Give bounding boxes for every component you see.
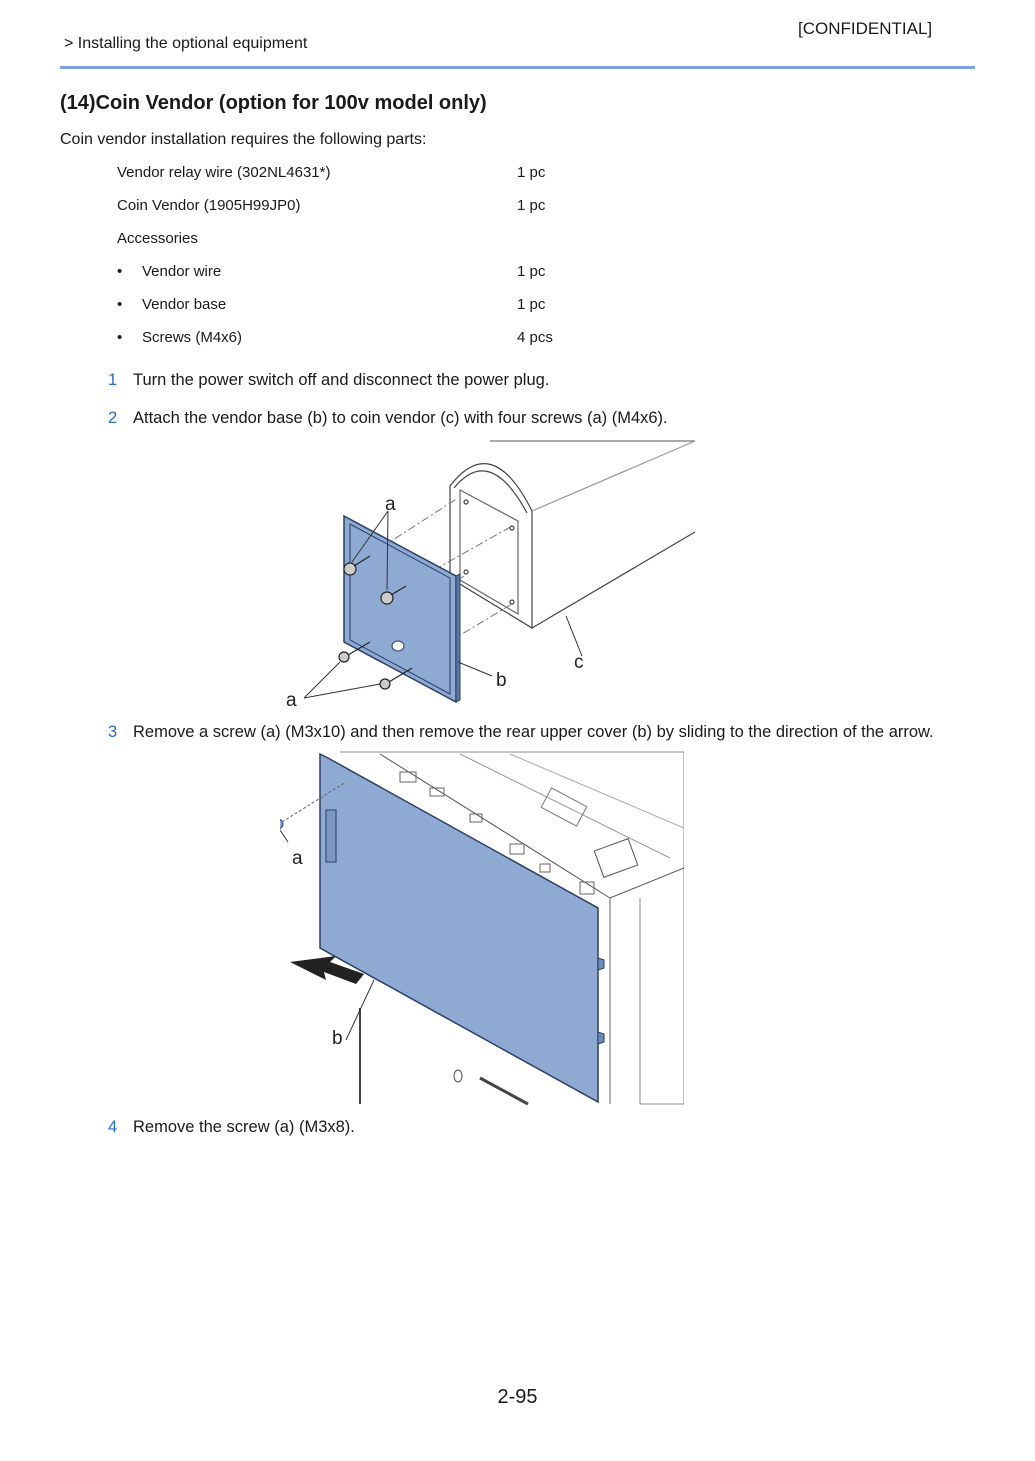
callout-a: a [292, 848, 303, 869]
bullet: • [117, 263, 123, 280]
step-number: 3 [108, 723, 118, 741]
part-row [117, 296, 597, 329]
step-number: 4 [108, 1118, 118, 1136]
parts-list [117, 164, 597, 362]
part-qty: 1 pc [517, 263, 546, 280]
confidential-label: [CONFIDENTIAL] [798, 19, 933, 38]
coin-vendor-attach-figure [280, 436, 700, 710]
breadcrumb: > Installing the optional equipment [64, 35, 308, 52]
step-text: Turn the power switch off and disconnect the power plug. [133, 371, 550, 389]
rear-cover-removal-figure [280, 748, 684, 1106]
rear-upper-cover [320, 754, 604, 1102]
part-name: Coin Vendor (1905H99JP0) [117, 197, 301, 214]
coin-vendor-body [450, 441, 695, 628]
callout-a-top: a [385, 494, 396, 515]
part-row [117, 164, 597, 197]
bullet: • [117, 296, 123, 313]
part-name: Vendor relay wire (302NL4631*) [117, 164, 331, 181]
part-row [117, 329, 597, 362]
callout-c: c [574, 652, 584, 673]
step-number: 1 [108, 371, 118, 389]
part-qty: 1 pc [517, 197, 546, 214]
part-name: Screws (M4x6) [142, 329, 243, 346]
part-row [117, 197, 597, 230]
callout-a-bottom: a [286, 690, 297, 710]
part-name: Vendor base [142, 296, 227, 313]
bullet: • [117, 329, 123, 346]
step-1 [108, 371, 549, 390]
header-divider [60, 66, 975, 69]
part-name: Vendor wire [142, 263, 222, 280]
part-qty: 1 pc [517, 296, 546, 313]
section-title: (14)Coin Vendor (option for 100v model only) [60, 92, 487, 114]
step-text: Remove the screw (a) (M3x8). [133, 1118, 355, 1136]
part-qty: 4 pcs [517, 329, 553, 346]
part-name: Accessories [117, 230, 198, 247]
callout-b: b [332, 1028, 343, 1049]
step-text: Attach the vendor base (b) to coin vendor (c) with four screws (a) (M4x6). [133, 409, 668, 427]
step-number: 2 [108, 409, 118, 427]
section-intro: Coin vendor installation requires the following parts: [60, 131, 427, 148]
step-2 [108, 409, 668, 428]
part-row [117, 230, 597, 263]
step-3 [108, 723, 934, 742]
step-text: Remove a screw (a) (M3x10) and then remove the rear upper cover (b) by sliding to the direction of the arrow. [133, 723, 934, 741]
callout-b: b [496, 670, 507, 691]
step-4 [108, 1118, 355, 1137]
part-row [117, 263, 597, 296]
page-number: 2-95 [497, 1386, 538, 1408]
part-qty: 1 pc [517, 164, 546, 181]
